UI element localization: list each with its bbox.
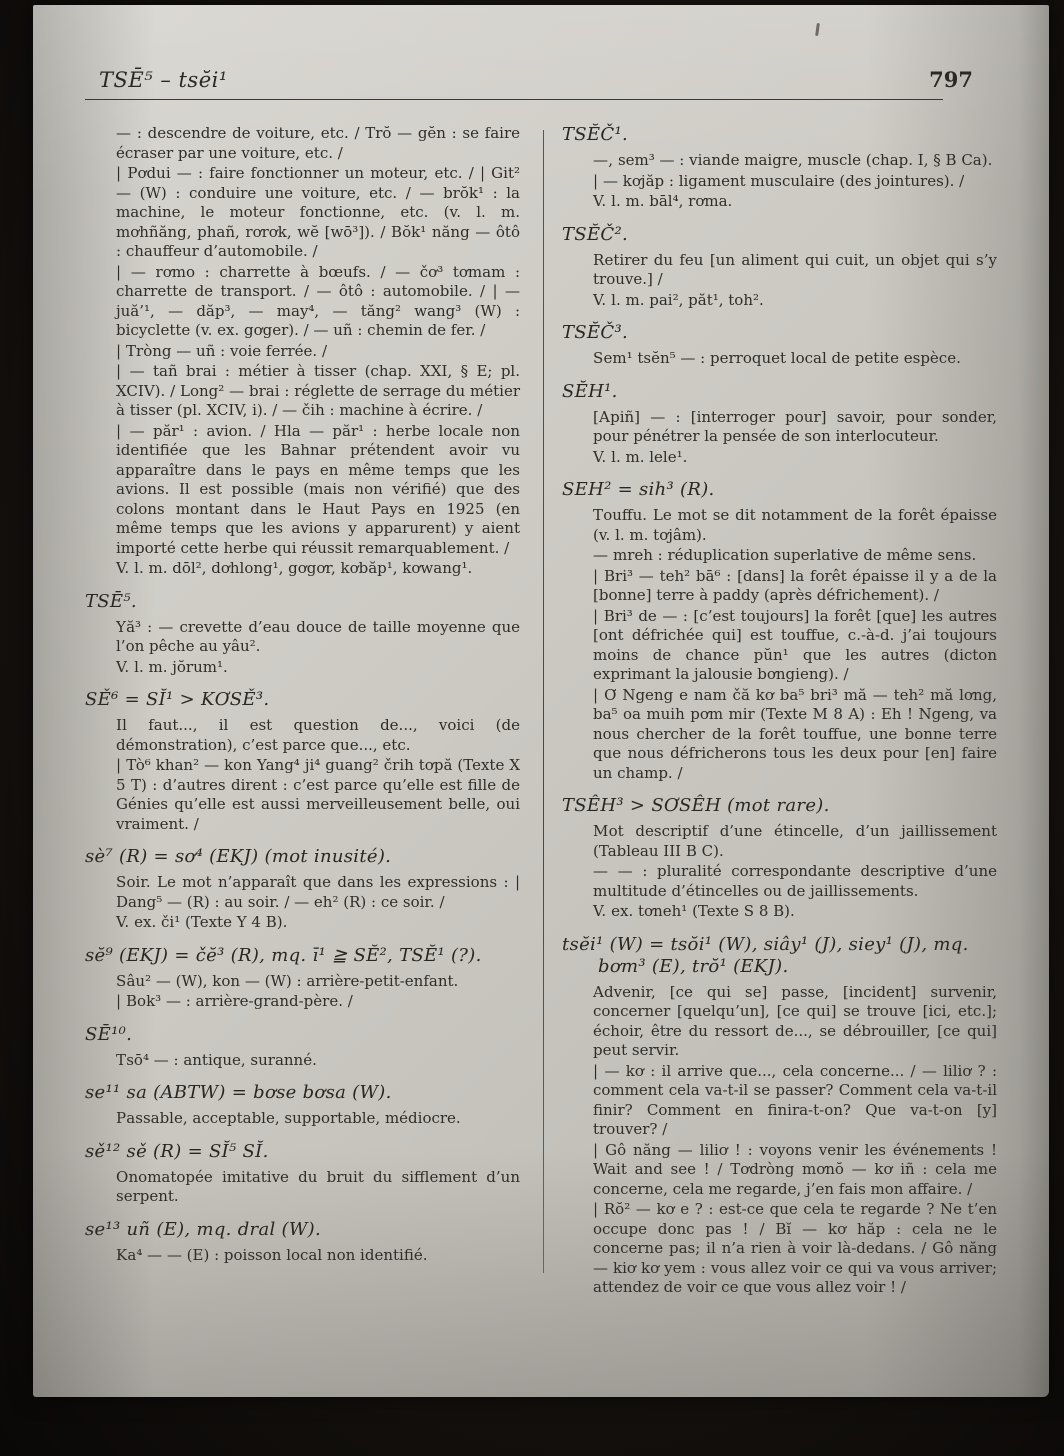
entry-paragraph: Onomatopée imitative du bruit du sifflement d’un serpent. — [116, 1167, 520, 1205]
dictionary-entry — [85, 591, 520, 678]
entry-headword: TSĒ⁵. — [85, 590, 137, 612]
entry-paragraph: | Bri³ — teh² bā⁶ : [dans] la forêt épaisse il y a de la [bonne] terre à paddy (après défrichement). / — [593, 566, 997, 604]
dictionary-entry — [562, 795, 997, 922]
page-header — [83, 67, 1003, 92]
entry-paragraph: [Apiñ] — : [interroger pour] savoir, pour sonder, pour pénétrer la pensée de son interlocuteur. — [593, 407, 997, 445]
entry-paragraph: Soir. Le mot n’apparaît que dans les expressions : | Dang⁵ — (R) : au soir. / — eh² (R) : ce soir. / — [116, 873, 520, 911]
entry-paragraph: | — rơmo : charrette à bœufs. / — čơ³ tơmam : charrette de transport. / — ôtô : automobile. / | — juă’¹, — dăp³, — may⁴, — tăng² wang³ (W) : bicyclette (v. ex. gơger). / — uñ : chemin de fer. / — [116, 262, 520, 339]
entry-paragraph: Yă³ : — crevette d’eau douce de taille moyenne que l’on pêche au yâu². — [116, 617, 520, 655]
entry-paragraph: V. l. m. bāl⁴, rơma. — [593, 192, 733, 210]
page-number: 797 — [929, 67, 973, 92]
dictionary-entry — [85, 1082, 520, 1129]
entry-paragraph: Il faut..., il est question de..., voici (de démonstration), c’est parce que..., etc. — [116, 716, 520, 754]
entry-headword: tsĕi¹ (W) = tsŏi¹ (W), siây¹ (J), siey¹ (J), mq. bơm³ (E), trŏ¹ (EKJ). — [562, 933, 969, 977]
entry-paragraph: | Gô năng — liliơ ! : voyons venir les événements ! Wait and see ! / Tơdròng mơnŏ — kơ iñ : cela me concerne, cela me regarde, j’en fais mon affaire. / — [593, 1140, 997, 1198]
entry-paragraph: | Bri³ de — : [c’est toujours] la forêt [que] les autres [ont défrichée qui] est touffue, c.-à-d. j’ai toujours moins de chance pŭn¹ que les autres (dicton exprimant la jalousie bơngieng). / — [593, 606, 997, 683]
entry-headword: TSĔČ². — [562, 223, 628, 245]
entry-paragraph: — mreh : réduplication superlative de même sens. — [593, 546, 977, 564]
entry-paragraph: | — tañ brai : métier à tisser (chap. XXI, § E; pl. XCIV). / Long² — brai : réglette de serrage du métier à tisser (pl. XCIV, i). / — čih : machine à écrire. / — [116, 362, 520, 419]
entry-headword: TSĔČ³. — [562, 322, 628, 343]
entry-paragraph: | Bok³ — : arrière-grand-père. / — [116, 992, 353, 1010]
dictionary-page — [33, 5, 1049, 1397]
entry-paragraph: —, sem³ — : viande maigre, muscle (chap. I, § B Ca). — [593, 151, 993, 169]
entry-paragraph: Retirer du feu [un aliment qui cuit, un objet qui s’y trouve.] / — [593, 250, 997, 288]
entry-paragraph: V. l. m. pai², păt¹, toh². — [593, 290, 764, 309]
entry-paragraph: V. ex. tơneh¹ (Texte S 8 B). — [593, 902, 795, 920]
column-right — [562, 124, 997, 1299]
entry-paragraph: | — kơjăp : ligament musculaire (des jointures). / — [593, 171, 965, 190]
entry-paragraph: Ka⁴ — — (E) : poisson local non identifié. — [116, 1245, 428, 1264]
entry-headword: sě¹² sě (R) = SĬ⁵ SĬ. — [85, 1140, 269, 1162]
dictionary-entry — [85, 1219, 520, 1266]
running-title: TSĒ⁵ – tsĕi¹ — [99, 68, 228, 92]
entry-paragraph: Sâu² — (W), kon — (W) : arrière-petit-enfant. — [116, 971, 459, 990]
entry-paragraph: — : descendre de voiture, etc. / Trŏ — gĕn : se faire écraser par une voiture, etc. / — [116, 124, 520, 162]
dictionary-entry — [85, 124, 520, 579]
entry-paragraph: V. l. m. dōl², dơhlong¹, gơgơr, kơbăp¹, kơwang¹. — [116, 559, 473, 577]
entry-paragraph: Advenir, [ce qui se] passe, [incident] survenir, concerner [quelqu’un], [ce qui] se trouve [ici, etc.]; échoir, être du ressort de..., se débrouiller, [ce qui] peut servir. — [593, 982, 997, 1059]
entry-headword: se¹¹ sa (ABTW) = bơse bơsa (W). — [85, 1082, 392, 1103]
entry-paragraph: V. l. m. jŏrum¹. — [116, 657, 228, 676]
entry-headword: TSĔČ¹. — [562, 124, 628, 145]
photo-artifact-mark — [815, 23, 820, 36]
entry-headword: sè⁷ (R) = sơ⁴ (EKJ) (mot inusité). — [85, 846, 392, 867]
entry-headword: sĕ⁹ (EKJ) = čĕ³ (R), mq. ī¹ ≧ SĔ², TSĔ¹ (?). — [85, 944, 482, 966]
dictionary-entry — [562, 322, 997, 369]
dictionary-entry — [85, 1141, 520, 1207]
entry-paragraph: Passable, acceptable, supportable, médiocre. — [116, 1109, 461, 1127]
dictionary-entry — [85, 1024, 520, 1071]
entry-paragraph: V. ex. či¹ (Texte Y 4 B). — [116, 913, 288, 931]
header-rule — [85, 99, 943, 100]
dictionary-entry — [562, 381, 997, 468]
entry-paragraph: | — păr¹ : avion. / Hla — păr¹ : herbe locale non identifiée que les Bahnar prétendent avoir vu apparaître dans le pays en même temps que les avions. Il est possible (mais non vérifié) que des colons montant dans le Haut Pays en 1925 (en même temps que les avions y apparurent) y aient importé cette herbe qui réussit remarquablement. / — [116, 421, 520, 557]
dictionary-entry — [562, 934, 997, 1298]
dictionary-entry — [562, 479, 997, 783]
entry-headword: SEH² = sih³ (R). — [562, 479, 715, 500]
dictionary-entry — [85, 846, 520, 933]
entry-headword: TSÊH³ > SƠSÊH (mot rare). — [562, 795, 830, 816]
entry-paragraph: | Tò⁶ khan² — kon Yang⁴ ji⁴ guang² črih tơpă (Texte X 5 T) : d’autres dirent : c’est parce qu’elle est fille de Génies qu’elle est aussi merveilleusement belle, oui vraiment. / — [116, 756, 520, 833]
dictionary-entry — [562, 224, 997, 311]
column-left — [85, 124, 520, 1299]
dictionary-entry — [562, 124, 997, 212]
entry-paragraph: | Pơdui — : faire fonctionner un moteur, etc. / | Git² — (W) : conduire une voiture, etc. / — brŏk¹ : la machine, le moteur fonctionne, etc. (v. l. m. mơhñăng, phañ, rơrơk, wĕ [wō³]). / Bŏk¹ năng — ôtô : chauffeur d’automobile. / — [116, 164, 520, 260]
entry-paragraph: | — kơ : il arrive que..., cela concerne... / — liliơ ? : comment cela va-t-il se passer? Comment cela va-t-il finir? Comment en finira-t-on? Que va-t-on [y] trouver? / — [593, 1061, 997, 1138]
entry-paragraph: Sem¹ tsĕn⁵ — : perroquet local de petite espèce. — [593, 349, 961, 367]
entry-paragraph: | Tròng — uñ : voie ferrée. / — [116, 341, 328, 360]
entry-headword: se¹³ uñ (E), mq. dral (W). — [85, 1218, 322, 1240]
entry-paragraph: — — : pluralité correspondante descriptive d’une multitude d’étincelles ou de jaillissements. — [593, 862, 997, 900]
dictionary-entry — [85, 689, 520, 834]
entry-paragraph: Tsō⁴ — : antique, suranné. — [116, 1050, 317, 1069]
entry-paragraph: Touffu. Le mot se dit notamment de la forêt épaisse (v. l. m. tơjâm). — [593, 506, 997, 544]
entry-paragraph: | Ơ Ngeng e nam čă kơ ba⁵ bri³ mă — teh² mă lơng, ba⁵ oa muih pơm mir (Texte M 8 A) : Eh ! Ngeng, va nous chercher de la forêt touffue, une bonne terre que nous défricherons tous les deux pour [en] faire un champ. / — [593, 685, 997, 782]
entry-headword: SĚ⁶ = SĬ¹ > KƠSĚ³. — [85, 689, 270, 710]
entry-headword: SĒ¹⁰. — [85, 1023, 133, 1045]
entry-paragraph: | Rŏ² — kơ e ? : est-ce que cela te regarde ? Ne t’en occupe donc pas ! / Bĭ — kơ hăp : cela ne le concerne pas; il n’a rien à voir là-dedans. / Gô năng — kiơ kơ yem : vous allez voir ce qui va vous arriver; attendez de voir ce que vous allez voir ! / — [593, 1200, 997, 1296]
entry-paragraph: Mot descriptif d’une étincelle, d’un jaillissement (Tableau III B C). — [593, 822, 997, 860]
dictionary-entry — [85, 945, 520, 1012]
text-columns — [83, 124, 1003, 1299]
entry-headword: SĔH¹. — [562, 380, 618, 402]
entry-paragraph: V. l. m. lele¹. — [593, 447, 688, 466]
